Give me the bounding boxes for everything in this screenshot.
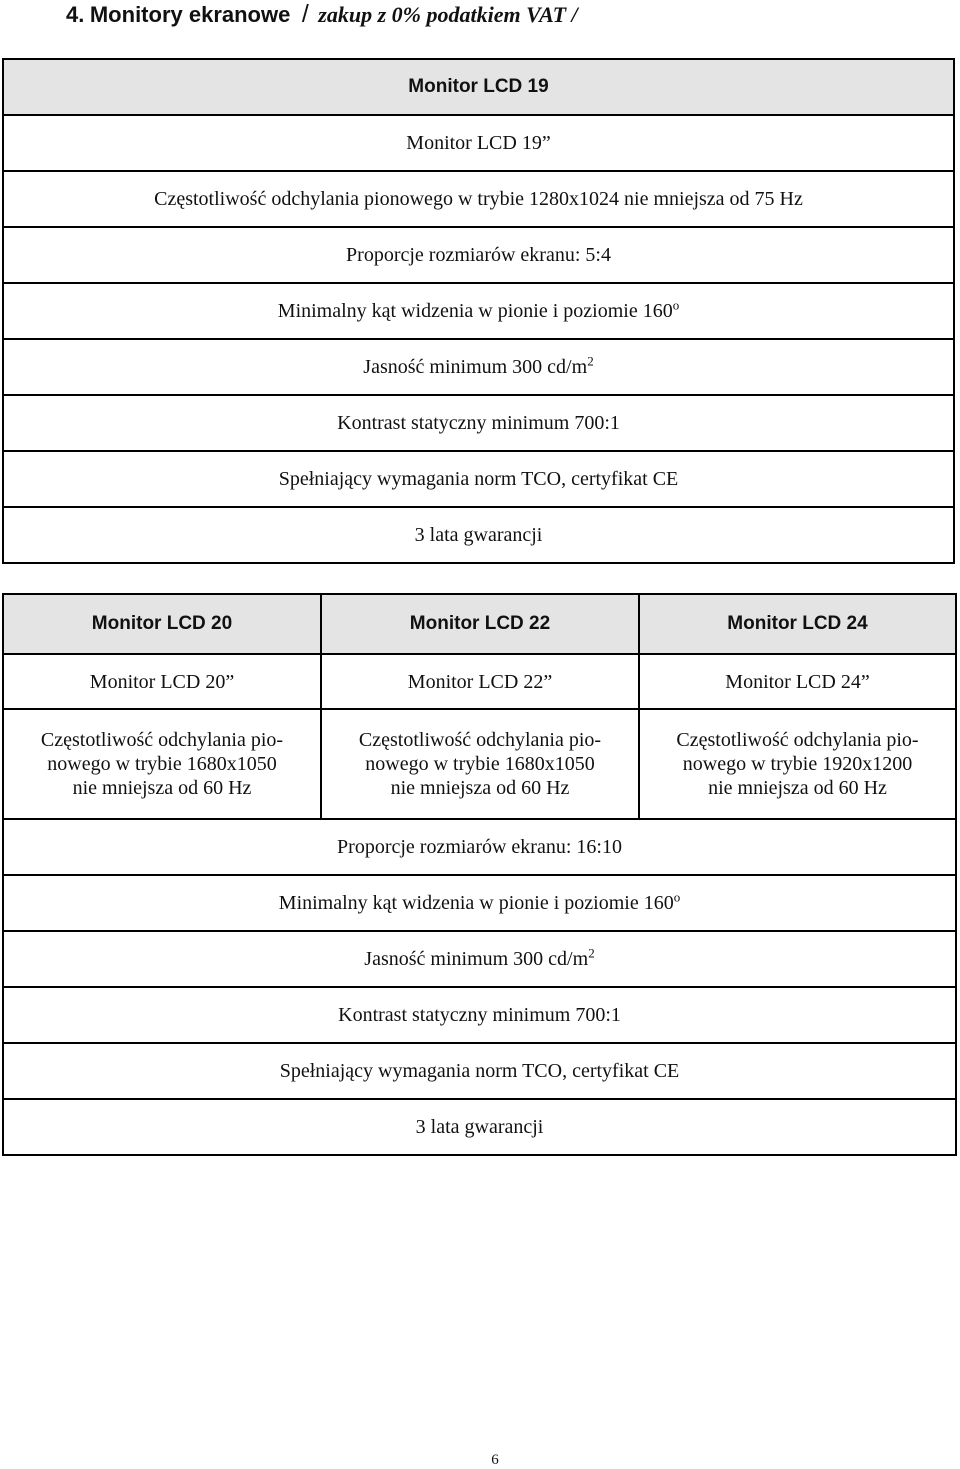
- frequency-line: nowego w trybie 1680x1050: [365, 753, 595, 775]
- lcd19-brightness: [3, 339, 954, 395]
- shared-viewing-angle-text: Minimalny kąt widzenia w pionie i poziomie 160: [278, 892, 674, 914]
- lcd20-header: Monitor LCD 20: [3, 594, 321, 654]
- lcd20-frequency: [3, 709, 321, 819]
- lcd19-contrast: Kontrast statyczny minimum 700:1: [3, 395, 954, 451]
- section-heading: [66, 0, 578, 28]
- lcd22-model-name: Monitor LCD 22”: [321, 654, 639, 709]
- lcd19-header: Monitor LCD 19: [3, 59, 954, 115]
- shared-brightness: [3, 931, 956, 987]
- degree-superscript: o: [672, 297, 680, 313]
- lcd19-norms: Spełniający wymagania norm TCO, certyfikat CE: [3, 451, 954, 507]
- degree-superscript: o: [673, 889, 681, 905]
- vat-note: zakup z 0% podatkiem VAT /: [318, 2, 578, 27]
- frequency-line: nie mniejsza od 60 Hz: [72, 777, 252, 799]
- frequency-line: Częstotliwość odchylania pio-: [40, 729, 284, 751]
- lcd24-frequency: [639, 709, 956, 819]
- lcd19-brightness-text: Jasność minimum 300 cd/m: [363, 356, 588, 378]
- lcd19-frequency: Częstotliwość odchylania pionowego w trybie 1280x1024 nie mniejsza od 75 Hz: [3, 171, 954, 227]
- lcd24-header: Monitor LCD 24: [639, 594, 956, 654]
- shared-aspect-ratio: Proporcje rozmiarów ekranu: 16:10: [3, 819, 956, 875]
- lcd22-frequency: [321, 709, 639, 819]
- lcd19-spec-table: [2, 58, 955, 564]
- shared-viewing-angle: [3, 875, 956, 931]
- page-number: 6: [491, 1452, 499, 1468]
- section-number: 4.: [66, 2, 85, 27]
- lcd19-aspect-ratio: Proporcje rozmiarów ekranu: 5:4: [3, 227, 954, 283]
- square-superscript: 2: [588, 945, 595, 961]
- shared-contrast: Kontrast statyczny minimum 700:1: [3, 987, 956, 1043]
- lcd19-viewing-angle: [3, 283, 954, 339]
- lcd20-model-name: Monitor LCD 20”: [3, 654, 321, 709]
- frequency-line: Częstotliwość odchylania pio-: [676, 729, 919, 751]
- shared-brightness-text: Jasność minimum 300 cd/m: [364, 948, 589, 970]
- lcd19-model-name: Monitor LCD 19”: [3, 115, 954, 171]
- lcd19-warranty: 3 lata gwarancji: [3, 507, 954, 563]
- lcd24-model-name: Monitor LCD 24”: [639, 654, 956, 709]
- shared-warranty: 3 lata gwarancji: [3, 1099, 956, 1155]
- shared-norms: Spełniający wymagania norm TCO, certyfikat CE: [3, 1043, 956, 1099]
- frequency-line: nie mniejsza od 60 Hz: [390, 777, 570, 799]
- frequency-line: nowego w trybie 1680x1050: [47, 753, 277, 775]
- frequency-line: nowego w trybie 1920x1200: [682, 753, 913, 775]
- lcd22-header: Monitor LCD 22: [321, 594, 639, 654]
- section-title: Monitory ekranowe: [89, 2, 291, 27]
- heading-separator: /: [301, 0, 309, 28]
- frequency-line: Częstotliwość odchylania pio-: [358, 729, 602, 751]
- frequency-line: nie mniejsza od 60 Hz: [708, 777, 887, 799]
- lcd20-22-24-spec-table: [2, 593, 957, 1156]
- square-superscript: 2: [587, 353, 594, 369]
- lcd19-viewing-angle-text: Minimalny kąt widzenia w pionie i poziomie 160: [277, 300, 673, 322]
